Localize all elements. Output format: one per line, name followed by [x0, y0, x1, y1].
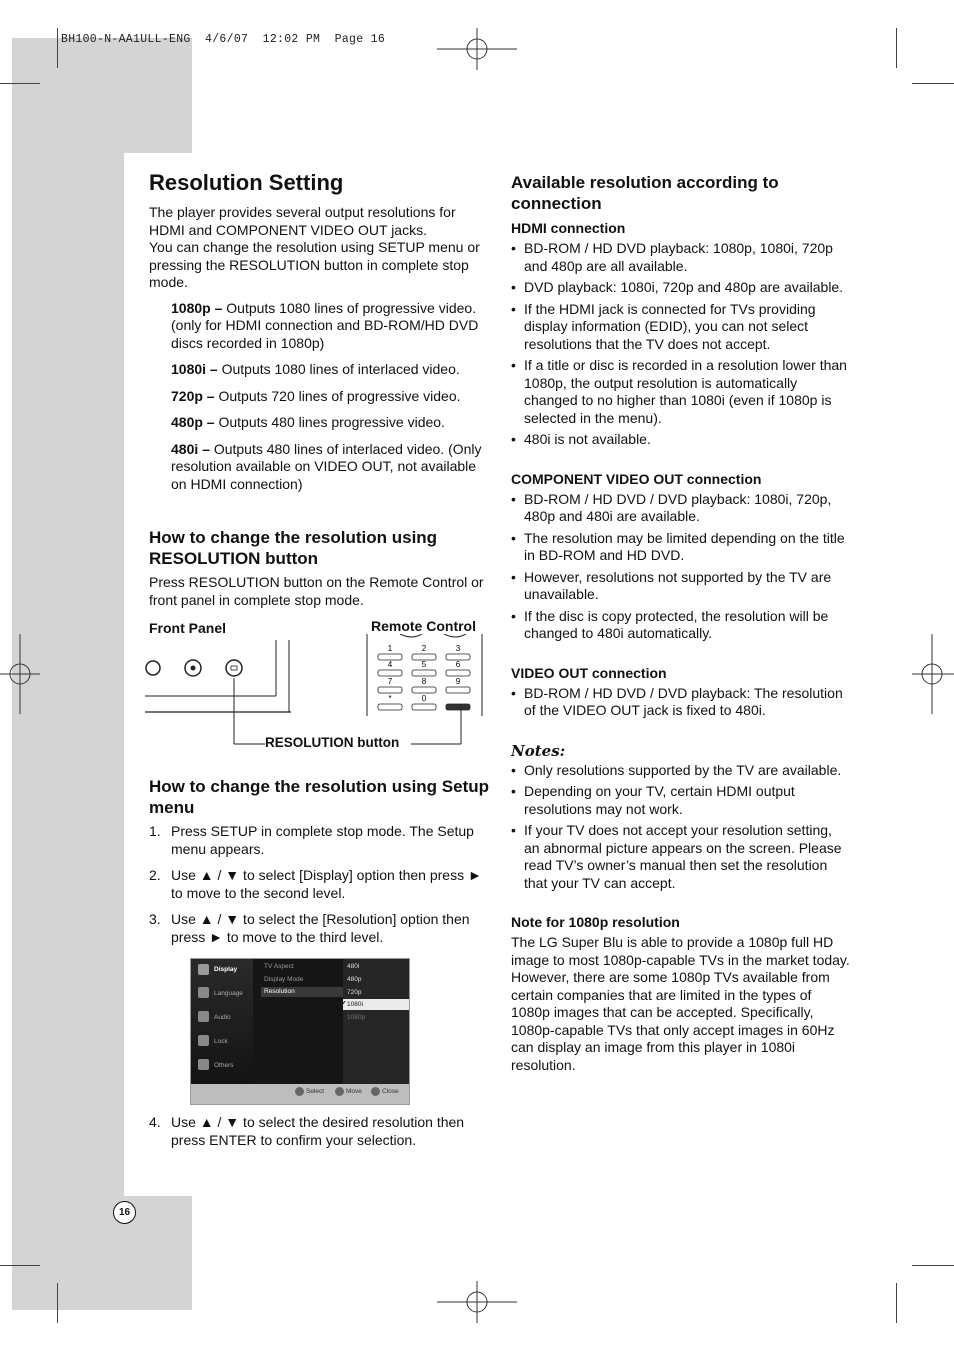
footer-move: Move [346, 1088, 362, 1095]
resolution-options [149, 300, 484, 494]
left-column [149, 170, 484, 502]
notes-heading: Notes: [511, 741, 566, 760]
select-icon [295, 1087, 304, 1096]
menu-category: Others [214, 1062, 234, 1069]
option-1080p: 1080p – Outputs 1080 lines of progressive video. (only for HDMI connection and BD-ROM/HD DVD discs recorded in 1080p) [171, 299, 479, 351]
section-heading: Available resolution according to connection [511, 173, 779, 213]
keypad-key-label: 2 [421, 644, 427, 653]
option-1080i: 1080i – Outputs 1080 lines of interlaced video. [171, 361, 460, 377]
section-body: Press RESOLUTION button on the Remote Control or front panel in complete stop mode. [149, 574, 484, 608]
note-paragraph: The LG Super Blu is able to provide a 1080p full HD image to most 1080p-capable TVs in the market today. [511, 934, 850, 968]
display-icon [198, 964, 209, 975]
menu-value: 480p [347, 976, 362, 983]
menu-value: 480i [347, 963, 360, 970]
keypad-key-label: 9 [455, 677, 461, 686]
section-setup-menu [149, 776, 489, 955]
option-480i: 480i – Outputs 480 lines of interlaced video. (Only resolution available on VIDEO OUT, not available on HDMI connection) [171, 440, 482, 492]
registration-mark-icon [437, 28, 517, 70]
option-720p: 720p – Outputs 720 lines of progressive video. [171, 387, 461, 404]
section-heading: How to change the resolution using RESOLUTION button [149, 528, 438, 568]
component-heading: COMPONENT VIDEO OUT connection [511, 470, 762, 487]
page-title: Resolution Setting [149, 170, 344, 195]
grey-margin-bottom [12, 1196, 192, 1310]
check-icon: ✔ [340, 999, 347, 1008]
menu-category: Lock [214, 1038, 228, 1045]
menu-value: 720p [347, 989, 362, 996]
list-item: • BD-ROM / HD DVD / DVD playback: 1080i, 720p, 480p and 480i are available. [511, 491, 851, 526]
close-icon [371, 1087, 380, 1096]
step-item: 4. Use ▲ / ▼ to select the desired resolution then press ENTER to confirm your selection. [149, 1114, 465, 1148]
component-list [511, 491, 851, 643]
list-item: • If a title or disc is recorded in a resolution lower than 1080p, the output resolution is automatically changed to no higher than 1080i (even if 1080p is selected in the menu). [511, 357, 851, 427]
keypad-key-label: 6 [455, 660, 461, 669]
list-item: • BD-ROM / HD DVD playback: 1080p, 1080i, 720p and 480p are all available. [511, 240, 851, 275]
front-panel-label: Front Panel [149, 620, 227, 636]
others-icon [198, 1059, 209, 1070]
menu-value: 1080p [347, 1014, 366, 1021]
page-number: 16 [113, 1201, 136, 1224]
list-item: • BD-ROM / HD DVD / DVD playback: The resolution of the VIDEO OUT jack is fixed to 480i. [511, 685, 851, 720]
intro-paragraph: You can change the resolution using SETUP menu or pressing the RESOLUTION button in complete stop mode. [149, 239, 480, 290]
footer-close: Close [382, 1088, 399, 1095]
resolution-button-label: RESOLUTION button [265, 735, 400, 750]
list-item: • Only resolutions supported by the TV are available. [511, 762, 851, 780]
step-item: 3. Use ▲ / ▼ to select the [Resolution] option then press ► to move to the third level. [149, 911, 470, 945]
registration-mark-icon [437, 1281, 517, 1323]
keypad-key-label: 8 [421, 677, 427, 686]
grey-margin-top [12, 38, 192, 153]
video-out-list [511, 685, 851, 720]
lock-icon [198, 1035, 209, 1046]
audio-icon [198, 1011, 209, 1022]
keypad-key-label: * [388, 694, 392, 703]
list-item: • 480i is not available. [511, 431, 851, 449]
hdmi-list [511, 240, 851, 449]
section-resolution-button [149, 527, 484, 609]
menu-category: Language [214, 990, 243, 997]
footer-select: Select [306, 1088, 325, 1095]
keypad-key-label: 0 [421, 694, 427, 703]
hdmi-heading: HDMI connection [511, 220, 626, 236]
registration-mark-icon [0, 634, 40, 714]
menu-setting: Display Mode [264, 976, 304, 983]
step-item: 1. Press SETUP in complete stop mode. The Setup menu appears. [149, 823, 474, 857]
keypad-key-label: 7 [387, 677, 393, 686]
language-icon [198, 987, 209, 998]
menu-category: Display [214, 966, 238, 973]
section-heading: How to change the resolution using Setup menu [149, 777, 490, 817]
menu-value: 1080i [347, 1001, 363, 1008]
setup-menu-screenshot [190, 958, 410, 1105]
intro-paragraph: The player provides several output resolutions for HDMI and COMPONENT VIDEO OUT jacks. [149, 204, 456, 238]
step-item: 2. Use ▲ / ▼ to select [Display] option then press ► to move to the second level. [149, 867, 482, 901]
video-out-heading: VIDEO OUT connection [511, 664, 667, 681]
registration-mark-icon [912, 634, 954, 714]
grey-margin-left [12, 150, 124, 1310]
keypad-key-label: 5 [421, 660, 427, 669]
keypad-key-label: 4 [387, 660, 393, 669]
list-item: • The resolution may be limited depending on the title in BD-ROM and HD DVD. [511, 530, 851, 565]
remote-control-label: Remote Control [371, 618, 476, 634]
setup-steps [149, 823, 489, 946]
step-4 [149, 1114, 489, 1158]
right-column [511, 172, 851, 1074]
menu-setting: Resolution [264, 988, 295, 995]
menu-category: Audio [214, 1014, 231, 1021]
note-1080p-heading: Note for 1080p resolution [511, 914, 680, 930]
list-item: • Depending on your TV, certain HDMI output resolutions may not work. [511, 783, 851, 818]
notes-list [511, 762, 851, 893]
menu-setting: TV Aspect [264, 963, 294, 970]
menu-category-panel [191, 959, 253, 1104]
list-item: • DVD playback: 1080i, 720p and 480p are available. [511, 279, 851, 297]
list-item: • If the disc is copy protected, the resolution will be changed to 480i automatically. [511, 608, 851, 643]
print-header: BH100-N-AA1ULL-ENG 4/6/07 12:02 PM Page 16 [61, 33, 386, 46]
list-item: • However, resolutions not supported by the TV are unavailable. [511, 569, 851, 604]
keypad-key-label: 3 [455, 644, 461, 653]
keypad-key-label: 1 [387, 644, 393, 653]
move-icon [335, 1087, 344, 1096]
option-480p: 480p – Outputs 480 lines progressive video. [171, 414, 445, 430]
list-item: • If the HDMI jack is connected for TVs providing display information (EDID), you can not select resolutions that the TV does not accept. [511, 301, 851, 354]
note-paragraph: However, there are some 1080p TVs available from certain companies that are limited in the types of 1080p images that can be accepted. Specifically, 1080p-capable TVs that only accept images in 60Hz can display an image from this player in 1080i resolution. [511, 969, 835, 1073]
list-item: • If your TV does not accept your resolution setting, an abnormal picture appears on the screen. Please read TV’s owner’s manual then set the resolution that your TV can accept. [511, 822, 851, 892]
